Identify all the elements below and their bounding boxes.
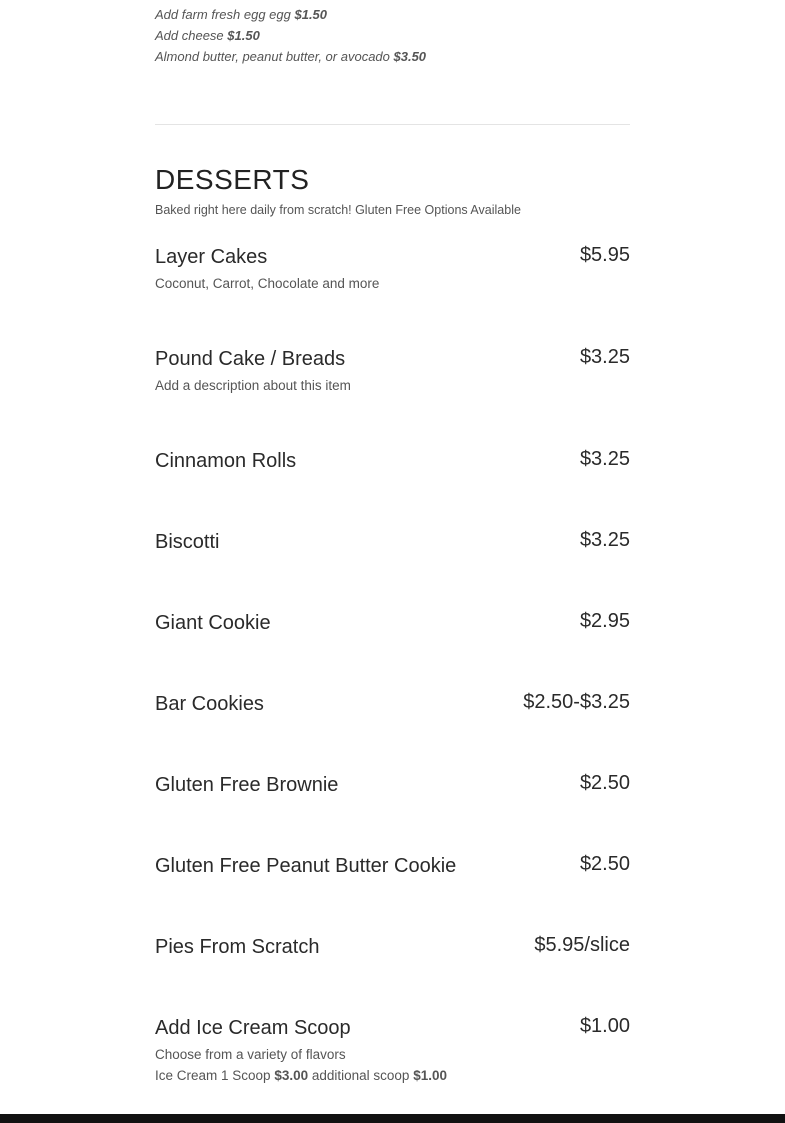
item-price: $2.50: [579, 772, 630, 794]
menu-item-pies-from-scratch: [155, 936, 630, 976]
section-title: DESSERTS: [155, 164, 310, 195]
item-name: Bar Cookies: [155, 693, 264, 715]
item-name: Pound Cake / Breads: [155, 348, 346, 370]
item-description: Choose from a variety of flavors: [155, 1047, 346, 1062]
menu-item-gluten-free-peanut-butter-cookie: [155, 855, 630, 895]
section-divider: [155, 124, 630, 125]
menu-item-pound-cake: [155, 346, 630, 393]
menu-item-ice-cream-scoop: [155, 1015, 630, 1083]
item-description: Add a description about this item: [155, 378, 351, 393]
addon-butter-avocado: Almond butter, peanut butter, or avocado $3.50: [155, 49, 427, 64]
footer-bar: [0, 1114, 785, 1123]
item-name: Add Ice Cream Scoop: [155, 1017, 351, 1039]
item-price: $2.50-$3.25: [523, 691, 630, 713]
item-name: Gluten Free Peanut Butter Cookie: [155, 855, 457, 877]
item-name: Giant Cookie: [155, 612, 271, 634]
item-price: $5.95: [579, 244, 630, 266]
item-price: $5.95/slice: [534, 934, 630, 956]
menu-item-cinnamon-rolls: [155, 450, 630, 490]
cut-off-text-fragment: [155, 0, 345, 2]
menu-item-biscotti: [155, 531, 630, 571]
item-name: Gluten Free Brownie: [155, 774, 339, 796]
item-price: $2.95: [579, 610, 630, 632]
menu-item-gluten-free-brownie: [155, 774, 630, 814]
item-name: Pies From Scratch: [155, 936, 320, 958]
item-name: Biscotti: [155, 531, 220, 553]
menu-item-bar-cookies: [155, 693, 630, 733]
item-price: $3.25: [579, 529, 630, 551]
addon-egg: Add farm fresh egg egg $1.50: [155, 7, 328, 22]
menu-item-giant-cookie: [155, 612, 630, 652]
item-description-pricing: Ice Cream 1 Scoop $3.00 additional scoop $1.00: [155, 1068, 447, 1083]
item-name: Cinnamon Rolls: [155, 450, 297, 472]
item-price: $1.00: [579, 1015, 630, 1037]
item-price: $3.25: [579, 448, 630, 470]
menu-item-layer-cakes: [155, 244, 630, 291]
item-description: Coconut, Carrot, Chocolate and more: [155, 276, 380, 291]
item-name: Layer Cakes: [155, 246, 268, 268]
item-price: $3.25: [579, 346, 630, 368]
section-description: Baked right here daily from scratch! Gluten Free Options Available: [155, 203, 521, 217]
item-price: $2.50: [579, 853, 630, 875]
addon-cheese: Add cheese $1.50: [155, 28, 260, 43]
